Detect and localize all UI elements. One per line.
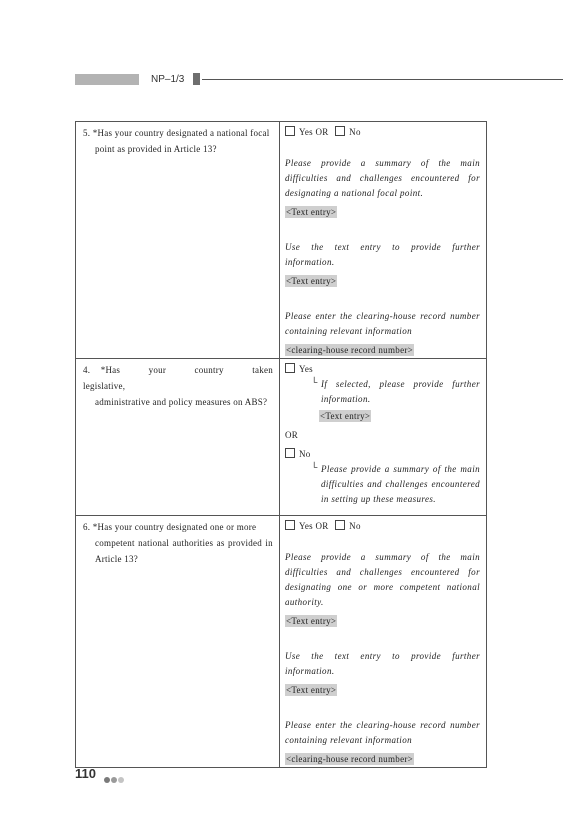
answer-cell <box>279 122 486 359</box>
no-label: No <box>349 521 361 531</box>
question-text <box>76 122 279 157</box>
question-line-1: *Has your country taken legislative, <box>83 365 273 391</box>
table-row <box>76 516 487 768</box>
question-number: 6. <box>83 522 91 532</box>
question-number: 5. <box>83 128 91 138</box>
dot-icon <box>118 777 124 783</box>
further-info-prompt: Use the text entry to provide further information. <box>284 651 480 676</box>
header-block <box>193 73 200 85</box>
question-line-1: *Has your country designated a national focal <box>92 128 270 138</box>
question-line-2: administrative and policy measures on ABS? <box>95 397 268 407</box>
question-line-2: competent national authorities as provided in Article 13? <box>95 538 273 564</box>
table-row <box>76 122 487 359</box>
no-followup-text: Please provide a summary of the main difficulties and challenges encountered in setting up these measures. <box>320 464 480 504</box>
yes-or-label: Yes OR <box>298 521 329 531</box>
header-bar-left <box>75 74 139 85</box>
question-line-2: point as provided in Article 13? <box>95 144 217 154</box>
yes-checkbox[interactable] <box>285 363 295 373</box>
answer-cell <box>279 359 486 516</box>
yes-checkbox[interactable] <box>285 520 295 530</box>
yes-followup <box>285 377 480 407</box>
document-code: NP–1/3 <box>151 74 185 85</box>
dot-icon <box>111 777 117 783</box>
record-number-prompt: Please enter the clearing-house record number containing relevant information <box>284 311 480 336</box>
table-row <box>76 359 487 516</box>
yes-label: Yes <box>298 364 313 374</box>
difficulties-prompt: Please provide a summary of the main difficulties and challenges encountered for designating a national focal point. <box>284 158 480 198</box>
question-text <box>76 359 279 410</box>
text-entry-field[interactable]: <Text entry> <box>285 276 337 286</box>
text-entry-field[interactable]: <Text entry> <box>319 411 371 421</box>
question-cell <box>76 516 280 768</box>
difficulties-prompt: Please provide a summary of the main difficulties and challenges encountered for designating one or more competent national authority. <box>284 552 480 607</box>
question-cell <box>76 122 280 359</box>
no-label: No <box>298 449 311 459</box>
dot-icon <box>104 777 110 783</box>
question-cell <box>76 359 280 516</box>
or-label: OR <box>284 430 299 440</box>
further-info-prompt: Use the text entry to provide further information. <box>284 242 480 267</box>
page-dots <box>104 770 125 788</box>
yes-no-choice <box>285 125 480 140</box>
no-checkbox[interactable] <box>335 126 345 136</box>
record-number-prompt: Please enter the clearing-house record number containing relevant information <box>284 720 480 745</box>
question-number: 4. <box>83 365 91 375</box>
record-number-field[interactable]: <clearing-house record number> <box>285 754 414 764</box>
questionnaire-table <box>75 121 487 768</box>
no-followup <box>285 462 480 507</box>
record-number-field[interactable]: <clearing-house record number> <box>285 345 414 355</box>
answer-cell <box>279 516 486 768</box>
yes-followup-text: If selected, please provide further information. <box>320 379 480 404</box>
question-line-1: *Has your country designated one or more <box>92 522 257 532</box>
header-rule <box>202 79 563 80</box>
yes-or-label: Yes OR <box>298 127 329 137</box>
yes-checkbox[interactable] <box>285 126 295 136</box>
sub-arrow-icon: └ <box>310 377 318 387</box>
page-number: 110 <box>75 766 96 781</box>
no-checkbox[interactable] <box>335 520 345 530</box>
no-label: No <box>349 127 361 137</box>
sub-arrow-icon: └ <box>310 462 318 472</box>
text-entry-field[interactable]: <Text entry> <box>285 616 337 626</box>
no-checkbox[interactable] <box>285 448 295 458</box>
text-entry-field[interactable]: <Text entry> <box>285 685 337 695</box>
yes-no-choice <box>285 519 480 534</box>
text-entry-field[interactable]: <Text entry> <box>285 207 337 217</box>
question-text <box>76 516 279 567</box>
